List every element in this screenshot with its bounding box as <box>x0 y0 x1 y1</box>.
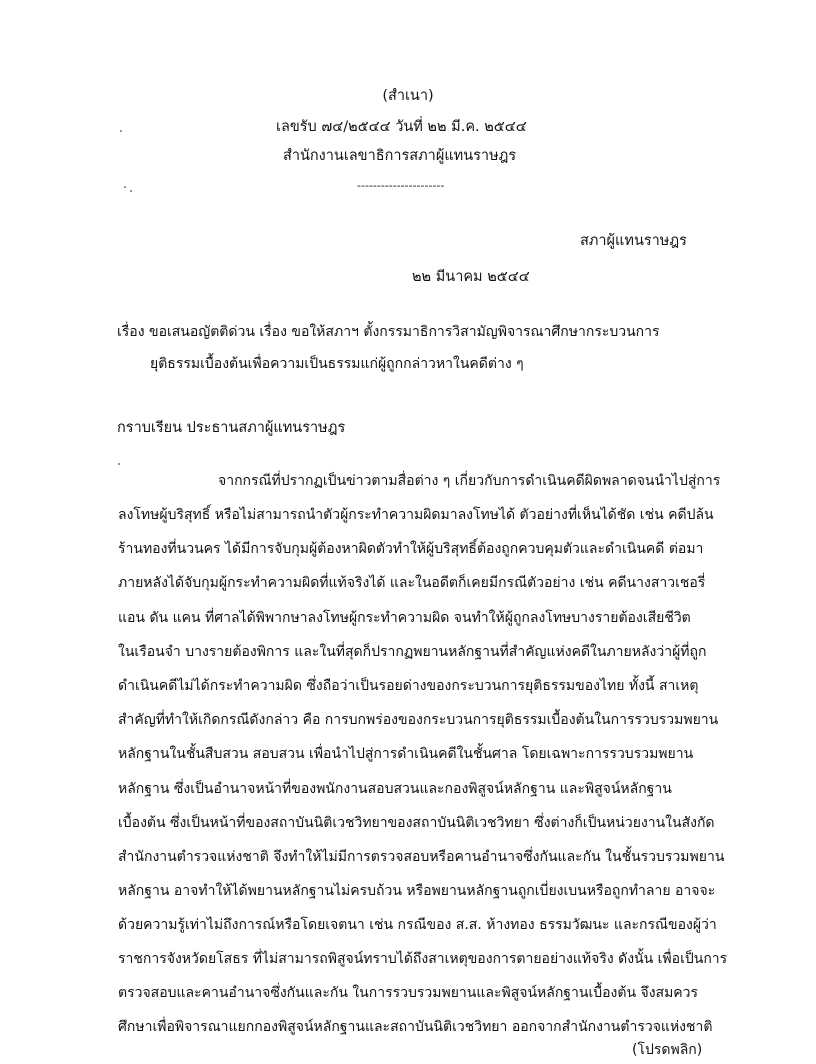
body-paragraph-line: จากกรณีที่ปรากฏเป็นข่าวตามสื่อต่าง ๆ เกี่ยวกับการดำเนินคดีผิดพลาดจนนำไปสู่การ <box>218 473 721 489</box>
body-paragraph-line: หลักฐาน ซึ่งเป็นอำนาจหน้าที่ของพนักงานสอบสวนและกองพิสูจน์หลักฐาน และพิสูจน์หลักฐาน <box>118 781 672 797</box>
body-paragraph-line: ศึกษาเพื่อพิจารณาแยกกองพิสูจน์หลักฐานและสถาบันนิติเวชวิทยา ออกจากสำนักงานตำรวจแห่งชาติ <box>118 1019 713 1035</box>
body-paragraph-line: ในเรือนจำ บางรายต้องพิการ และในที่สุดก็ปรากฏพยานหลักฐานที่สำคัญแห่งคดีในภายหลังว่าผู้ที่ถูก <box>118 644 707 660</box>
please-turn-over-note: (โปรดพลิก) <box>632 1042 703 1058</box>
copy-label: (สำเนา) <box>382 88 434 104</box>
body-paragraph-line: หลักฐานในชั้นสืบสวน สอบสวน เพื่อนำไปสู่การดำเนินคดีในชั้นศาล โดยเฉพาะการรวบรวมพยาน <box>118 746 694 762</box>
body-paragraph-line: หลักฐาน อาจทำให้ได้พยานหลักฐานไม่ครบถ้วน หรือพยานหลักฐานถูกเบี่ยงเบนหรือถูกทำลาย อาจจะ <box>118 883 716 899</box>
body-paragraph-line: สำนักงานตำรวจแห่งชาติ จึงทำให้ไม่มีการตรวจสอบหรือคานอำนาจซึ่งกันและกัน ในชั้นรวบรวมพยาน <box>118 849 725 865</box>
header-divider: ---------------------- <box>357 179 445 192</box>
body-paragraph-line: สำคัญที่ทำให้เกิดกรณีดังกล่าว คือ การบกพร่องของกระบวนการยุติธรรมเบื้องต้นในการรวบรวมพยาน <box>118 712 719 728</box>
body-paragraph-line: ด้วยความรู้เท่าไม่ถึงการณ์หรือโดยเจตนา เช่น กรณีของ ส.ส. ห้างทอง ธรรมวัฒนะ และกรณีของผู้ว่า <box>118 917 717 933</box>
body-paragraph-line: เบื้องต้น ซึ่งเป็นหน้าที่ของสถาบันนิติเวชวิทยาของสถาบันนิติเวชวิทยา ซึ่งต่างก็เป็นหน่วยงานในสังกัด <box>118 815 715 831</box>
scan-speck <box>118 463 120 465</box>
receipt-line: เลขรับ ๗๔/๒๕๔๔ วันที่ ๒๒ มี.ค. ๒๕๔๔ <box>276 119 527 135</box>
sender-name: สภาผู้แทนราษฎร <box>580 233 687 249</box>
scan-speck <box>120 130 122 132</box>
subject-line-2: ยุติธรรมเบื้องต้นเพื่อความเป็นธรรมแก่ผู้ถูกกล่าวหาในคดีต่าง ๆ <box>150 356 524 372</box>
body-paragraph-line: ลงโทษผู้บริสุทธิ์ หรือไม่สามารถนำตัวผู้กระทำความผิดมาลงโทษได้ ตัวอย่างที่เห็นได้ชัด เช่น คดีปล้น <box>118 507 714 523</box>
body-paragraph-line: แอน ดัน แคน ที่ศาลได้พิพากษาลงโทษผู้กระทำความผิด จนทำให้ผู้ถูกลงโทษบางรายต้องเสียชีวิต <box>118 610 691 626</box>
body-paragraph-line: ภายหลังได้จับกุมผู้กระทำความผิดที่แท้จริงได้ และในอดีตก็เคยมีกรณีตัวอย่าง เช่น คดีนางสาวเชอรี่ <box>118 575 706 591</box>
body-paragraph-line: ราชการจังหวัดยโสธร ที่ไม่สามารถพิสูจน์ทราบได้ถึงสาเหตุของการตายอย่างแท้จริง ดังนั้น เพื่อเป็นการ <box>118 951 728 967</box>
salutation: กราบเรียน ประธานสภาผู้แทนราษฎร <box>117 420 346 436</box>
body-paragraph-line: ตรวจสอบและคานอำนาจซึ่งกันและกัน ในการรวบรวมพยานและพิสูจน์หลักฐานเบื้องต้น จึงสมควร <box>118 985 699 1001</box>
body-paragraph-line: ดำเนินคดีไม่ได้กระทำความผิด ซึ่งถือว่าเป็นรอยด่างของกระบวนการยุติธรรมของไทย ทั้งนี้ สาเหตุ <box>118 678 699 694</box>
body-paragraph-line: ร้านทองที่นวนคร ได้มีการจับกุมผู้ต้องหาผิดตัวทำให้ผู้บริสุทธิ์ต้องถูกควบคุมตัวและดำเนินคดี ต่อมา <box>118 541 704 557</box>
subject-line-1: เรื่อง ขอเสนอญัตติด่วน เรื่อง ขอให้สภาฯ ตั้งกรรมาธิการวิสามัญพิจารณาศึกษากระบวนการ <box>117 324 660 340</box>
letter-date: ๒๒ มีนาคม ๒๕๔๔ <box>412 269 530 285</box>
office-name: สำนักงานเลขาธิการสภาผู้แทนราษฎร <box>283 148 517 164</box>
scan-speck <box>130 190 132 192</box>
scan-speck <box>124 186 126 188</box>
